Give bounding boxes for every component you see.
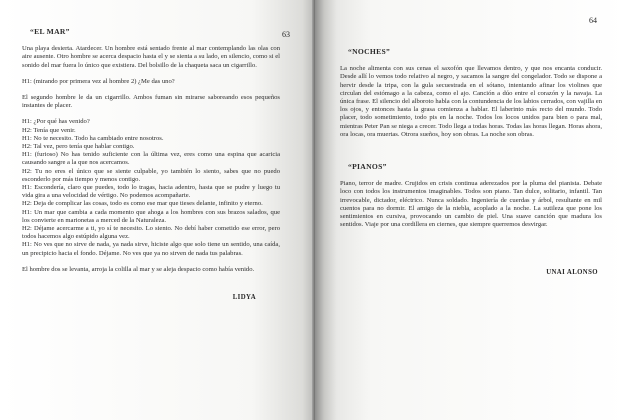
dialogue-line: H2: Déjame acercarme a ti, yo sí te necesito. Lo siento. No debí haber cometido ese error, pero todos hacemos algo estúpido alguna vez. [22,225,280,241]
dialogue-line: H2: Tal vez, pero tenía que hablar contigo. [22,143,135,151]
author-signature-unai-alonso: UNAI ALONSO [546,269,598,277]
page-number-right: 64 [589,16,597,25]
story-title-el-mar: “EL MAR” [30,27,70,36]
right-page-content [340,48,602,278]
section-body-pianos: Piano, terror de madre. Crujidos en crisis continua aderezados por la pluma del pianista. Debate loco con todos los instrumentos imaginables. Todos son piano. Tan dulce, solitario, infantil. Tan irrevocable, dictador, eléctrico. Nunca soldado. Ingeniería de cuerdas y árbol, resultante en mil cuentos para no dormir. El amigo de la niebla, acoplado a la noche. La sutileza que pone los sentimientos en cursiva, provocando un cambio de piel. Una suave canción que madura los sentidos. Viaje por una cordillera en ciernes, que siempre querremos desvirgar. [340,180,602,229]
section-title-noches: “NOCHES” [348,47,391,56]
intro-paragraph: Una playa desierta. Atardecer. Un hombre está sentado frente al mar contemplando las olas con aire ausente. Otro hombre se acerca despacio hasta el y se sienta a su lado, en silencio, como si el sonido del mar fuera lo único que existiera. Del bolsillo de la chaqueta saca un cigarrillo. [22,45,280,69]
dialogue-line: H2: Tenía que venir. [22,126,76,134]
right-page [315,0,627,420]
dialogue-line: H1: Un mar que cambia a cada momento que ahoga a los hombres con sus brazos salados, que los convierte en marionetas a merced de la Naturaleza. [22,208,280,224]
dialogue-block [22,118,280,257]
dialogue-line: H1: (furioso) No has tenido suficiente con la última vez, eres como una espina que acaricia causando sangre a la que nos acercamos. [22,151,280,167]
author-signature-lidya: LIDYA [232,294,256,302]
page-number-left: 63 [282,30,290,39]
dialogue-line: H2: Tu no eres el único que se siente culpable, yo también lo siento, sabes que no puedo esconderlo por más tiempo y menos contigo. [22,167,280,183]
dialogue-line: H1: Escondería, claro que puedes, todo lo tragas, hacia adentro, hasta que se pudre y luego tu vida gira a una velocidad de vértigo. No podemos acompañarte. [22,184,280,200]
section-body-noches: La noche alimenta con sus cenas el saxofón que llevamos dentro, y que nos encanta conducir. Desde allí lo vemos todo relativo al negro, y sacamos la sangre del congelador. Todo se dispone a hervir desde la tripa, con la gula secuestrada en el sótano, intentando afinar los violines que circulan del estómago a la cabeza, como el ajo. Canción a dúo entre el corazón y la navaja. La única frase. El silencio del alboroto habla con la contundencia de los labios cerrados, con vajilla en los ojos, y entonces hasta la grasa comienza a hablar. El laberinto más recto del mundo. Todo placer, todo sometimiento, todo pis en la noche. Todos los locos unidos para bien o para mal, mientras Peter Pan se niega a crecer. Todo llega a todas horas. Todas las horas llegan. Horas ahora, ora locas, ora muertas. Otrora sueños, hoy son obras. La noche son obras. [340,65,602,138]
dialogue-line: H1: No te necesito. Todo ha cambiado entre nosotros. [22,134,164,142]
stage-direction-paragraph: El segundo hombre le da un cigarrillo. Ambos fuman sin mirarse saboreando esos pequeños instantes de placer. [22,94,280,110]
dialogue-line: H1: ¿Por qué has venido? [22,118,90,126]
dialogue-line: H1: No ves que no sirve de nada, ya nada sirve, hiciste algo que solo tiene un sentido, una caída, un precipicio hacia el fondo. Déjame. No ves que ya no sirven de nada tus palabras. [22,241,280,257]
closing-paragraph: El hombre dos se levanta, arroja la colilla al mar y se aleja despacio como había venido. [22,265,255,273]
left-page-content [22,28,280,302]
section-title-pianos: “PIANOS” [348,162,387,172]
dialogue-line: H2: Deja de complicar las cosas, todo es como ese mar que tieses delante, infinito y eterno. [22,200,263,208]
section-spacer [340,147,602,163]
dialogue-opening-line: H1: (mirando por primera vez al hombre 2) ¿Me das uno? [22,77,175,85]
